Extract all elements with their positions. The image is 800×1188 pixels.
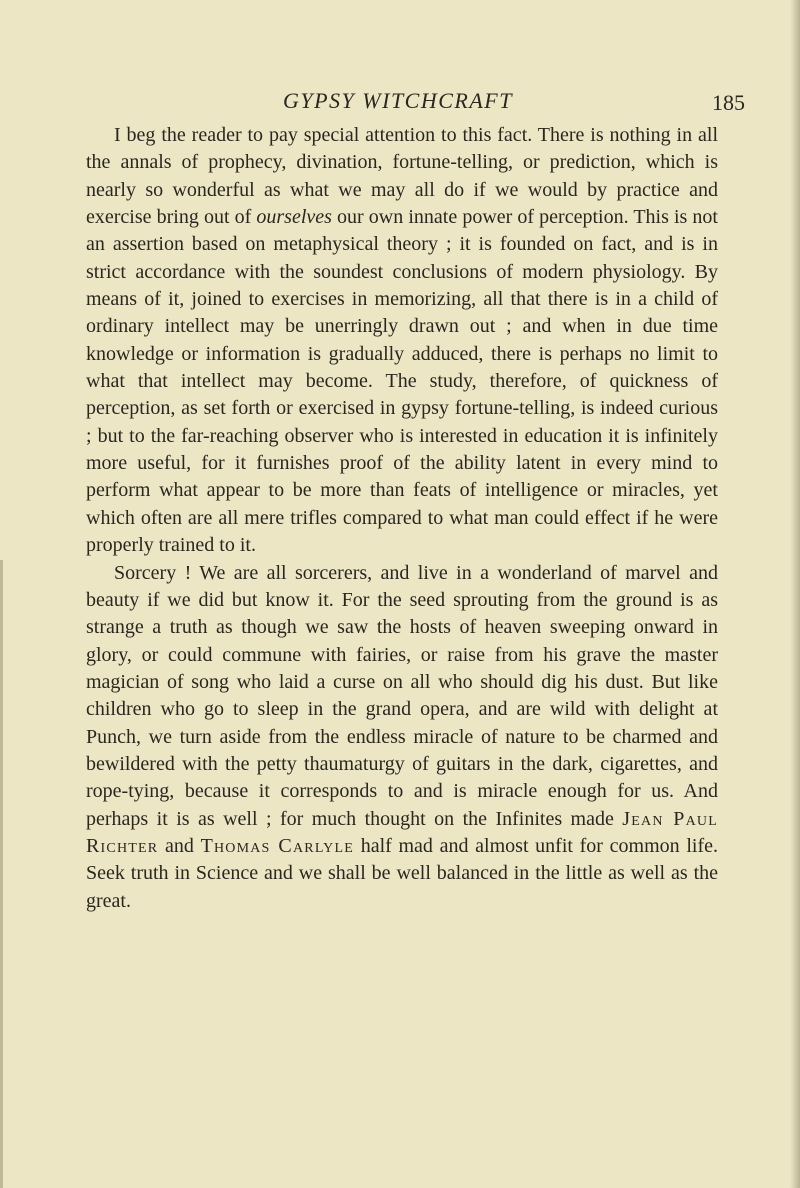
page-edge-shadow [790, 0, 800, 1188]
running-head: GYPSY WITCHCRAFT [283, 88, 513, 113]
page-number: 185 [712, 90, 745, 115]
paragraph-text: our own innate power of perception. This is not an assertion based on metaphysical theory ; it is founded on fact, and is in strict accordance with the soundest conclusions of modern physiology. By means of it, joined to exercises in memorizing, all that there is in a child of ordinary intellect may be unerringly drawn out ; and when in due time knowledge or information is gradually adduced, there is perhaps no limit to what that intellect may become. The study, therefore, of quickness of perception, as set forth or exercised in gypsy fortune-telling, is indeed curious ; but to the far-reaching observer who is interested in education it is infinitely more useful, for it furnishes proof of the ability latent in every mind to perform what appear to be more than feats of intelligence or miracles, yet which often are all mere trifles compared to what man could effect if he were properly trained to it. [86, 206, 718, 557]
paragraph-2 [86, 560, 718, 915]
person-name: Thomas Carlyle [200, 834, 354, 857]
person-name: Jean Paul Richter [86, 807, 718, 857]
paragraph-text: half mad and almost unfit for common life. Seek truth in Science and we shall be well balanced in the little as well as the great. [86, 834, 718, 912]
paragraph-text: and [158, 834, 201, 857]
paragraph-1 [86, 122, 718, 560]
paragraph-text: I beg the reader to pay special attention to this fact. There is nothing in all the annals of prophecy, divination, fortune-telling, or prediction, which is nearly so wonderful as what we may all do if we would by practice and exercise bring out of [86, 124, 718, 229]
emphasis-text: ourselves [256, 206, 332, 229]
body-text [86, 122, 718, 915]
paragraph-text: Sorcery ! We are all sorcerers, and live in a wonderland of marvel and beauty if we did but know it. For the seed sprouting from the ground is as strange a truth as though we saw the hosts of heaven sweeping onward in glory, or could commune with fairies, or raise from his grave the master magician of song who laid a curse on all who should dig his dust. But like children who go to sleep in the grand opera, and are wild with delight at Punch, we turn aside from the endless miracle of nature to be charmed and bewildered with the petty thaumaturgy of guitars in the dark, cigarettes, and rope-tying, because it corresponds to and is miracle enough for us. And perhaps it is as well ; for much thought on the Infinites made [86, 561, 718, 830]
page-header [0, 88, 800, 118]
page-gutter-shadow [0, 560, 3, 1188]
